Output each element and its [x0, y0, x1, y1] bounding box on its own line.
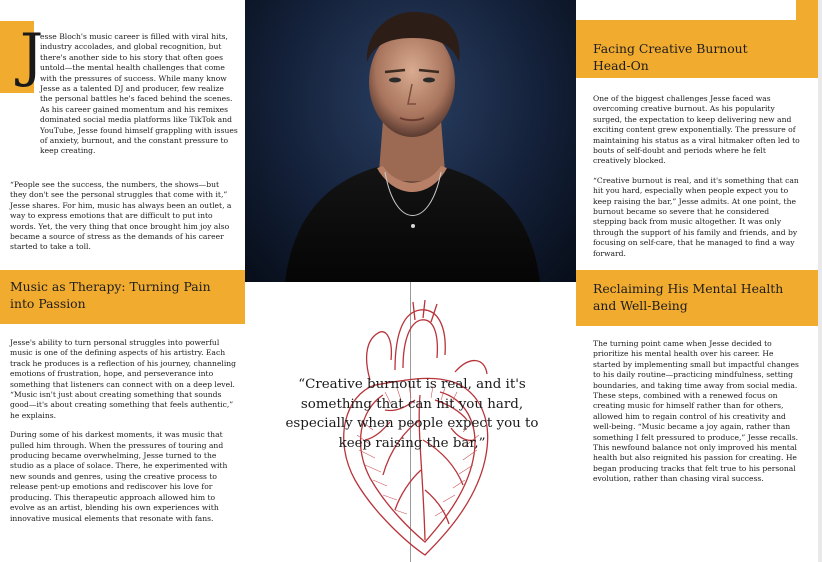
therapy-article-text: [10, 338, 240, 533]
burnout-paragraph-2: “Creative burnout is real, and it's something that can hit you hard, especially when people expect you to keep raising the bar,” Jesse admits. At one point, the burnout became so severe that he considered stepping back from music altogether. It was only through the support of his family and friends, and by focusing on self-care, that he managed to find a way forward.: [593, 175, 799, 258]
burnout-paragraph-1: One of the biggest challenges Jesse faced was overcoming creative burnout. As his popularity surged, the expectation to keep delivering new and exciting content grew exponentially. The pressure of maintaining his status as a viral hitmaker often led to bouts of self-doubt and periods where he felt creatively blocked.: [593, 94, 800, 166]
intro-article-text-2: [10, 180, 238, 262]
dropcap-letter: J: [20, 21, 44, 89]
portrait-figure: [245, 0, 576, 282]
intro-paragraph-1: esse Bloch's music career is filled with viral hits, industry accolades, and global recognition, but there's another side to his story that often goes untold—the mental health challenges that come with the pressures of success. While many know Jesse as a talented DJ and producer, few realize the personal battles he's faced behind the scenes. As his career gained momentum and his remixes dominated social media platforms like TikTok and YouTube, Jesse found himself grappling with issues of anxiety, burnout, and the constant pressure to keep creating.: [40, 32, 238, 156]
burnout-article-text: [593, 94, 801, 268]
therapy-paragraph-1: Jesse's ability to turn personal struggles into powerful music is one of the defining aspects of his artistry. Each track he produces is a reflection of his journey, channeling emotions of frustration, hope, and perseverance into something that listeners can connect with on a deep level. “Music isn't just about creating something that sounds good—it's about creating something that feels authentic,” he explains.: [10, 338, 237, 420]
reclaiming-article-text: [593, 339, 803, 494]
pull-quote: “Creative burnout is real, and it's something that can hit you hard, especially when people expect you to keep raising the bar,”: [285, 377, 539, 451]
page-edge-shadow: [818, 0, 822, 562]
therapy-paragraph-2: During some of his darkest moments, it was music that pulled him through. When the pressures of touring and producing became overwhelming, Jesse turned to the studio as a place of solace. There, he experimented with new sounds and genres, using the creative process to release pent-up emotions and rediscover his love for producing. This therapeutic approach allowed him to evolve as an artist, blending his own experiences with innovative musical elements that resonate with fans.: [10, 430, 228, 523]
reclaiming-paragraph-1: The turning point came when Jesse decided to prioritize his mental health over his career. He started by implementing small but impactful changes to his daily routine—practicing mindfulness, setting boundaries, and taking time away from social media. These steps, combined with a renewed focus on creating music for himself rather than for others, allowed him to regain control of his creativity and well-being. “Music became a joy again, rather than something I felt pressured to produce,” Jesse recalls. This newfound balance not only improved his mental health but also reignited his passion for creating. He began producing tracks that felt true to his personal evolution, rather than chasing viral success.: [593, 339, 799, 484]
reclaiming-heading: Reclaiming His Mental Health and Well-Being: [593, 281, 784, 313]
therapy-heading: Music as Therapy: Turning Pain into Passion: [10, 279, 211, 311]
intro-article-text: [40, 32, 238, 166]
intro-paragraph-2: “People see the success, the numbers, the shows—but they don't see the personal struggles that come with it,” Jesse shares. For him, music has always been an outlet, a way to express emotions that are difficult to put into words. Yet, the very thing that once brought him joy also became a source of stress as the demands of his career started to take a toll.: [10, 180, 232, 252]
artist-portrait-photo: [245, 0, 576, 282]
corner-accent: [796, 0, 818, 20]
burnout-heading: Facing Creative Burnout Head-On: [593, 41, 748, 73]
